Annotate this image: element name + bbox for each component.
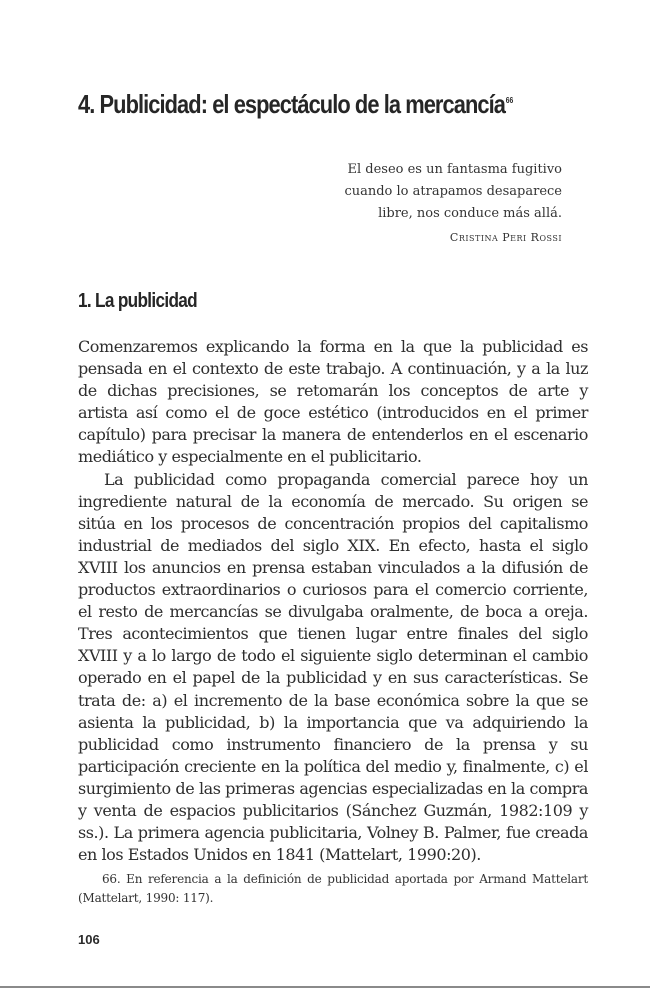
paragraph: La publicidad como propaganda comercial parece hoy un ingrediente natural de la economía de mercado. Su origen se sitúa en los procesos de concentración propios del capitalismo industrial de mediados del siglo XIX. En efecto, hasta el siglo XVIII los anuncios en prensa estaban vinculados a la difusión de productos extraordinarios o curiosos para el comercio corriente, el resto de mercancías se divulgaba oralmente, de boca a oreja. Tres acontecimientos que tienen lugar entre finales del siglo XVIII y a lo largo de todo el siguiente siglo determinan el cambio operado en el papel de la publicidad y en sus características. Se trata de: a) el incremento de la base económica sobre la que se asienta la publicidad, b) la importancia que va adquiriendo la publicidad como instrumento financiero de la prensa y su participación creciente en la política del medio y, finalmente, c) el surgimiento de las primeras agencias especializadas en la compra y venta de espacios publicitarios (Sánchez Guzmán, 1982:109 y ss.). La primera agencia publicitaria, Volney B. Palmer, fue creada en los Estados Unidos en 1841 (Mattelart, 1990:20). [78,469,588,865]
epigraph-line: El deseo es un fantasma fugitivo [347,162,562,177]
chapter-title [78,84,513,121]
paragraph: Comenzaremos explicando la forma en la que la publicidad es pensada en el contexto de este trabajo. A continuación, y a la luz de dichas precisiones, se retomarán los conceptos de arte y artista así como el de goce estético (introducidos en el primer capítulo) para precisar la manera de entenderlos en el escenario mediático y especialmente en el publicitario. [78,337,588,467]
epigraph-line: libre, nos conduce más allá. [378,206,562,221]
epigraph-line: cuando lo atrapamos desaparece [344,184,562,199]
body-text [78,336,588,866]
page-number: 106 [78,932,100,947]
footnote: 66. En referencia a la definición de publicidad aportada por Armand Mattelart (Mattelart, 1990: 117). [78,872,588,905]
epigraph [344,159,562,249]
footnote-reference[interactable]: 66 [505,96,514,105]
chapter-title-text: 4. Publicidad: el espectáculo de la mercancía [78,89,505,119]
epigraph-author: Cristina Peri Rossi [449,231,562,244]
section-heading: 1. La publicidad [78,290,197,312]
